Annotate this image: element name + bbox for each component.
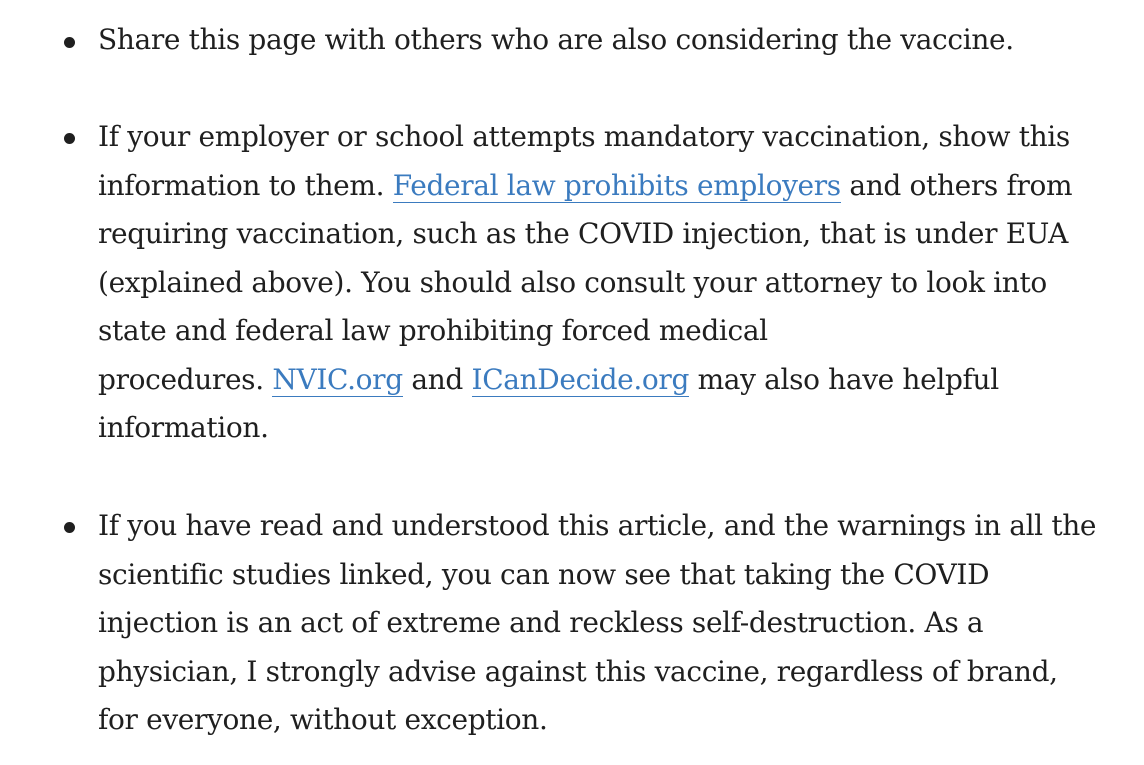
text-line xyxy=(98,162,1098,211)
text-line: (explained above). You should also consult your attorney to look into xyxy=(98,265,1047,299)
text-line: If your employer or school attempts mandatory vaccination, show this xyxy=(98,120,1070,153)
text-line: If you have read and understood this article, and the warnings in all the xyxy=(98,509,1097,542)
text-line: information. xyxy=(98,411,269,444)
list-item-text xyxy=(98,16,1098,65)
text-segment: information to them. xyxy=(98,168,393,202)
text-line xyxy=(98,356,1098,405)
text-line: injection is an act of extreme and reckless self-destruction. As a xyxy=(98,606,984,639)
list-item-text xyxy=(98,502,1098,745)
text-line: requiring vaccination, such as the COVID injection, that is under EUA xyxy=(98,217,1069,250)
list-item-text xyxy=(98,113,1098,453)
federal-law-link[interactable]: Federal law prohibits employers xyxy=(392,168,841,202)
icandecide-link[interactable]: ICanDecide.org xyxy=(471,362,690,396)
text-line: Share this page with others who are also considering the vaccine. xyxy=(98,23,1014,56)
text-segment: and others from xyxy=(840,168,1073,202)
bullet-icon xyxy=(64,522,75,533)
text-segment: and xyxy=(402,362,472,396)
text-line: scientific studies linked, you can now see that taking the COVID xyxy=(98,557,990,591)
bullet-icon xyxy=(64,37,75,48)
nvic-link[interactable]: NVIC.org xyxy=(272,362,403,396)
text-line: state and federal law prohibiting forced medical xyxy=(98,314,768,347)
text-line: physician, I strongly advise against this vaccine, regardless of brand, xyxy=(98,654,1058,688)
bullet-icon xyxy=(64,133,75,144)
text-line: for everyone, without exception. xyxy=(98,703,548,736)
text-segment: may also have helpful xyxy=(689,362,999,396)
text-segment: procedures. xyxy=(98,362,273,396)
